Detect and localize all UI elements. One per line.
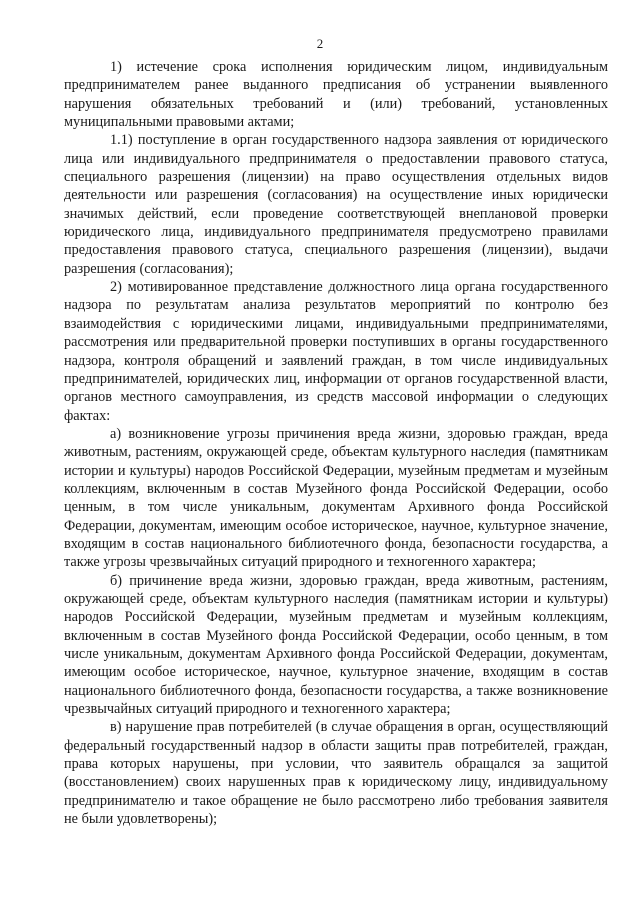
paragraph-1: 1) истечение срока исполнения юридическим лицом, индивидуальным предпринимателем ранее выданного предписания об устранении выявленного нарушения обязательных требований и (или) требований, установленных муниципальными правовыми актами; [64, 59, 608, 131]
document-body [64, 58, 608, 828]
page-number: 2 [316, 36, 324, 51]
paragraph-2b: б) причинение вреда жизни, здоровью граждан, вреда животным, растениям, окружающей среде, объектам культурного наследия (памятникам истории и культуры) народов Российской Федерации, музейным предметам и музейным коллекциям, включенным в состав Музейного фонда Российской Федерации, особо ценным, в том числе уникальным, документам Архивного фонда Российской Федерации, документам, имеющим особое историческое, научное, культурное значение, входящим в состав национального библиотечного фонда, безопасности государства, а также возникновение чрезвычайных ситуаций природного и техногенного характера; [64, 572, 608, 718]
paragraph-2v: в) нарушение прав потребителей (в случае обращения в орган, осуществляющий федеральный государственный надзор в области защиты прав потребителей, граждан, права которых нарушены, при условии, что заявитель обращался за защитой (восстановлением) своих нарушенных прав к юридическому лицу, индивидуальному предпринимателю и такое обращение не было рассмотрено либо требования заявителя не были удовлетворены); [64, 719, 608, 828]
paragraph-1-1: 1.1) поступление в орган государственного надзора заявления от юридического лица или индивидуального предпринимателя о предоставлении правового статуса, специального разрешения (лицензии) на право осуществления отдельных видов деятельности или разрешения (согласования) на осуществление иных юридически значимых действий, если проведение соответствующей внеплановой проверки юридического лица, индивидуального предпринимателя предусмотрено правилами предоставления правового статуса, специального разрешения (лицензии), выдачи разрешения (согласования); [64, 132, 608, 277]
paragraph-2: 2) мотивированное представление должностного лица органа государственного надзора по результатам анализа результатов мероприятий по контролю без взаимодействия с юридическими лицами, индивидуальными предпринимателями, рассмотрения или предварительной проверки поступивших в органы государственного надзора, контроля обращений и заявлений граждан, в том числе индивидуальных предпринимателей, юридических лиц, информации от органов государственной власти, органов местного самоуправления, из средств массовой информации о следующих фактах: [64, 279, 608, 424]
paragraph-2a: а) возникновение угрозы причинения вреда жизни, здоровью граждан, вреда животным, растениям, окружающей среде, объектам культурного наследия (памятникам истории и культуры) народов Российской Федерации, музейным предметам и музейным коллекциям, включенным в состав Музейного фонда Российской Федерации, особо ценным, в том числе уникальным, документам Архивного фонда Российской Федерации, документам, имеющим особое историческое, научное, культурное значение, входящим в состав национального библиотечного фонда, безопасности государства, а также угрозы чрезвычайных ситуаций природного и техногенного характера; [64, 425, 608, 571]
